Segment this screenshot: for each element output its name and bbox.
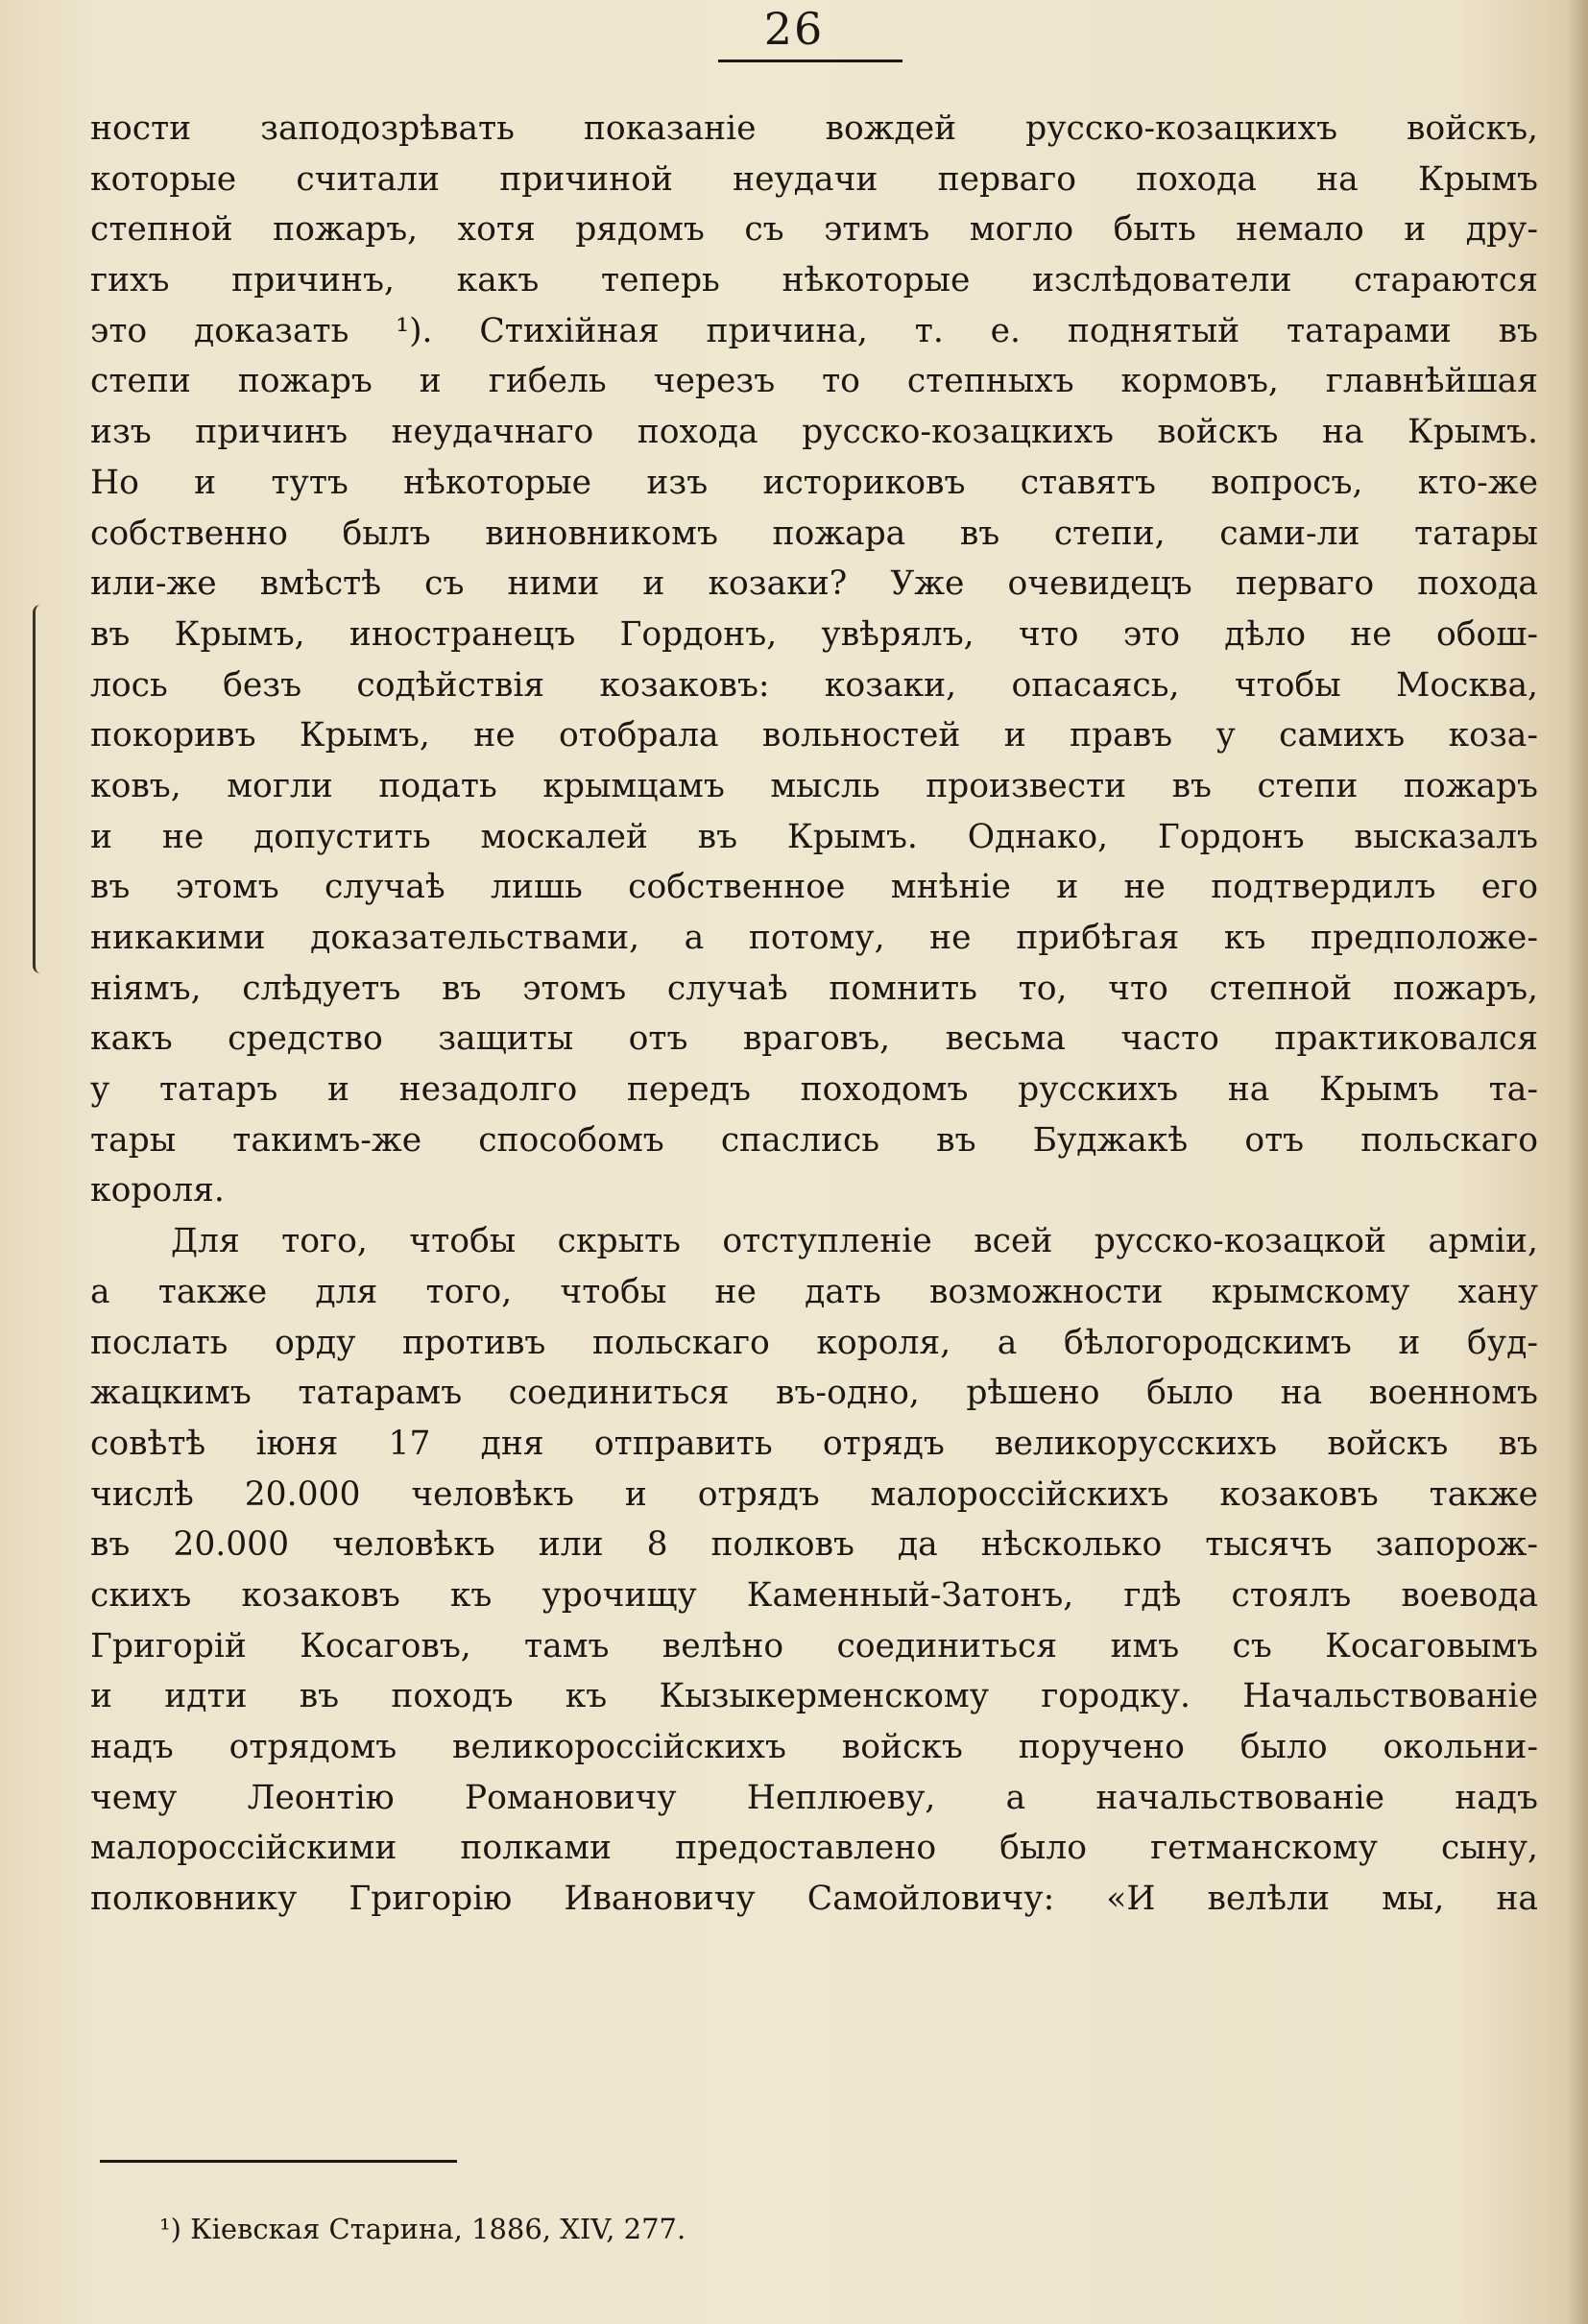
text-line: изъ причинъ неудачнаго похода русско-козацкихъ войскъ на Крымъ. [90, 413, 1538, 452]
text-line: совѣтѣ іюня 17 дня отправить отрядъ великорусскихъ войскъ въ [90, 1424, 1538, 1463]
text-line: скихъ козаковъ къ урочищу Каменный-Затонъ, гдѣ стоялъ воевода [90, 1575, 1538, 1615]
text-line: полковнику Григорію Ивановичу Самойловичу: «И велѣли мы, на [90, 1880, 1538, 1919]
text-line: надъ отрядомъ великороссійскихъ войскъ поручено было окольни- [90, 1728, 1538, 1766]
page-number: 26 [763, 3, 825, 55]
text-line: а также для того, чтобы не дать возможности крымскому хану [90, 1272, 1538, 1311]
text-line: послать орду противъ польскаго короля, а бѣлогородскимъ и буд- [90, 1323, 1538, 1362]
text-line: никакими доказательствами, а потому, не прибѣгая къ предположе- [90, 919, 1538, 957]
spine-shadow [1567, 0, 1588, 2324]
text-line: или-же вмѣстѣ съ ними и козаки? Уже очевидецъ перваго похода [90, 564, 1538, 604]
text-line: Григорій Косаговъ, тамъ велѣно соединиться имъ съ Косаговымъ [90, 1626, 1538, 1665]
text-line: чему Леонтію Романовичу Неплюеву, а начальствованіе надъ [90, 1778, 1538, 1817]
text-line: малороссійскими полками предоставлено было гетманскому сыну, [90, 1829, 1538, 1868]
text-line: въ 20.000 человѣкъ или 8 полковъ да нѣсколько тысячъ запорож- [90, 1525, 1538, 1565]
text-line: въ этомъ случаѣ лишь собственное мнѣніе и не подтвердилъ его [90, 868, 1538, 907]
text-line: какъ средство защиты отъ враговъ, весьма часто практиковался [90, 1019, 1538, 1059]
text-line: которые считали причиной неудачи перваго похода на Крымъ [90, 159, 1538, 199]
body-text [90, 104, 1538, 1925]
text-line: гихъ причинъ, какъ теперь нѣкоторые изслѣдователи стараются [90, 261, 1538, 300]
text-line: ности заподозрѣвать показаніе вождей русско-козацкихъ войскъ, [90, 109, 1538, 148]
text-line: степи пожаръ и гибель черезъ то степныхъ кормовъ, главнѣйшая [90, 362, 1538, 401]
footnote-rule [100, 2160, 457, 2163]
text-line: Но и тутъ нѣкоторые изъ историковъ ставятъ вопросъ, кто-же [90, 463, 1538, 502]
text-line: ковъ, могли подать крымцамъ мысль произвести въ степи пожаръ [90, 766, 1538, 805]
text-line: въ Крымъ, иностранецъ Гордонъ, увѣрялъ, что это дѣло не обош- [90, 614, 1538, 654]
text-line-paragraph-start: Для того, чтобы скрыть отступленіе всей русско-козацкой арміи, [171, 1222, 1538, 1261]
text-line: ніямъ, слѣдуетъ въ этомъ случаѣ помнить то, что степной пожаръ, [90, 969, 1538, 1008]
text-line: покоривъ Крымъ, не отобрала вольностей и правъ у самихъ коза- [90, 716, 1538, 755]
text-line: тары такимъ-же способомъ спаслись въ Буджакѣ отъ польскаго [90, 1120, 1538, 1160]
text-line: числѣ 20.000 человѣкъ и отрядъ малороссійскихъ козаковъ также [90, 1474, 1538, 1514]
header-rule [718, 60, 902, 62]
footnote: ¹) Кіевская Старина, 1886, XIV, 277. [159, 2213, 686, 2245]
text-line: и идти въ походъ къ Кызыкерменскому городку. Начальствованіе [90, 1677, 1538, 1716]
text-line-paragraph-end: короля. [90, 1171, 225, 1210]
text-line: это доказать ¹). Стихійная причина, т. е. поднятый татарами въ [90, 311, 1538, 350]
text-line: у татаръ и незадолго передъ походомъ русскихъ на Крымъ та- [90, 1070, 1538, 1110]
text-line: жацкимъ татарамъ соединиться въ-одно, рѣшено было на военномъ [90, 1374, 1538, 1413]
text-line: лось безъ содѣйствія козаковъ: козаки, опасаясь, чтобы Москва, [90, 665, 1538, 705]
margin-bracket-mark [33, 605, 49, 973]
text-line: собственно былъ виновникомъ пожара въ степи, сами-ли татары [90, 514, 1538, 553]
text-line: и не допустить москалей въ Крымъ. Однако, Гордонъ высказалъ [90, 817, 1538, 856]
text-line: степной пожаръ, хотя рядомъ съ этимъ могло быть немало и дру- [90, 210, 1538, 250]
